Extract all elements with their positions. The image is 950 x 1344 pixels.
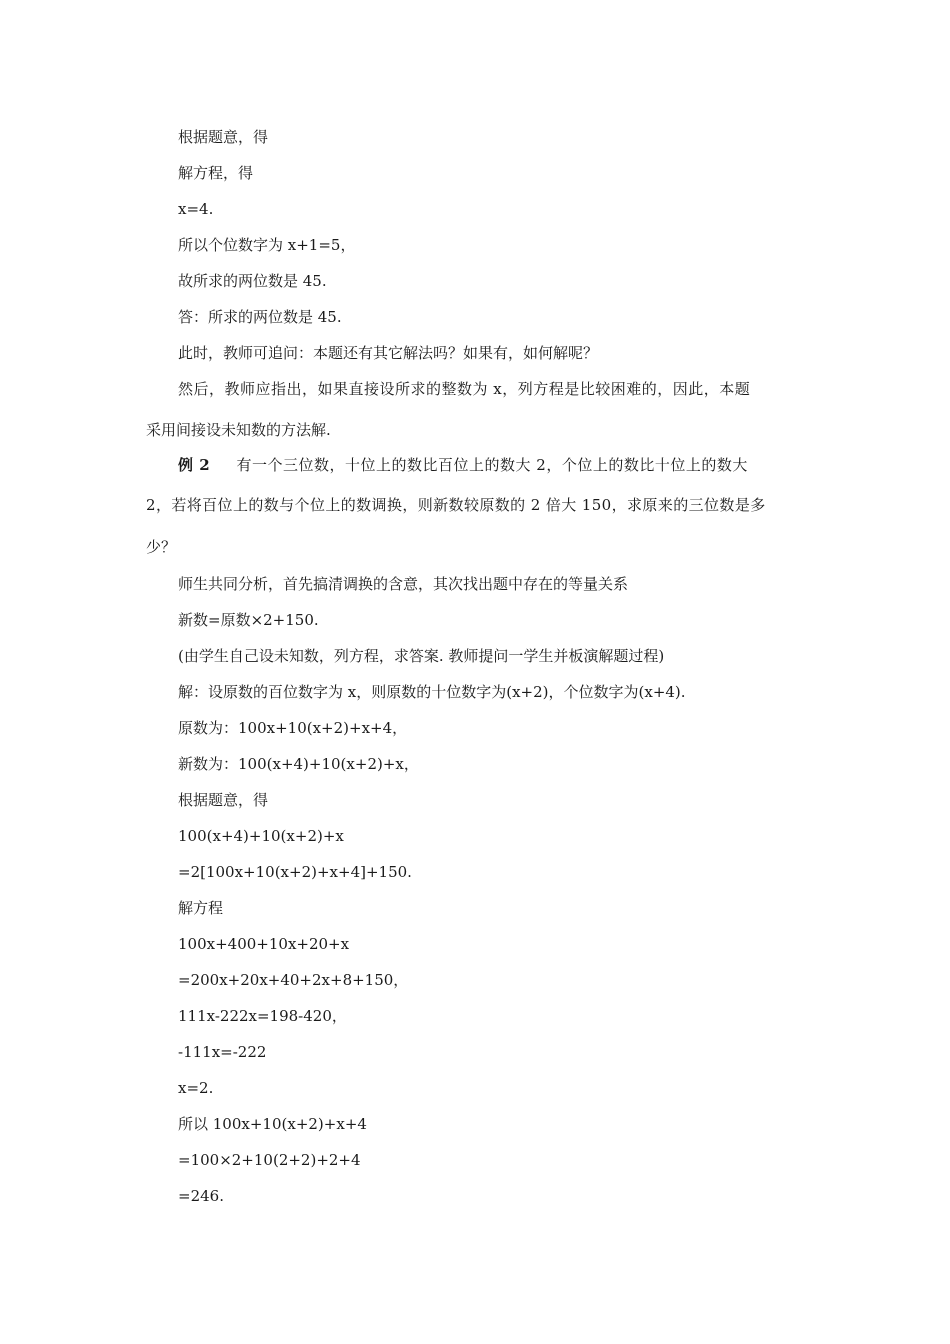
example-2-label: 例 2 (178, 456, 211, 474)
equation-line: =100×2+10(2+2)+2+4 (178, 1151, 361, 1169)
text-line: 采用间接设未知数的方法解. (146, 421, 331, 439)
text-line: 根据题意，得 (178, 128, 269, 146)
text-line: 师生共同分析，首先搞清调换的含意，其次找出题中存在的等量关系 (178, 575, 629, 593)
equation-line: =246. (178, 1187, 224, 1205)
text-line: 少？ (146, 538, 177, 556)
text-line: 答：所求的两位数是 45. (178, 308, 342, 326)
text-line: x=4. (178, 200, 214, 218)
equation-line: 111x-222x=198-420， (178, 1007, 347, 1025)
equation-line: =2[100x+10(x+2)+x+4]+150. (178, 863, 412, 881)
equation-line: x=2. (178, 1079, 214, 1097)
text-line: 解方程 (178, 899, 224, 917)
text-line: 所以个位数字为 x+1=5， (178, 236, 356, 254)
text-line: 此时，教师可追问：本题还有其它解法吗？如果有，如何解呢？ (178, 344, 599, 362)
text-line: 然后，教师应指出，如果直接设所求的整数为 x，列方程是比较困难的，因此，本题 (178, 380, 751, 398)
equation-line: 100(x+4)+10(x+2)+x (178, 827, 344, 845)
text-line: 解方程，得 (178, 164, 254, 182)
text-line: 解：设原数的百位数字为 x，则原数的十位数字为(x+2)，个位数字为(x+4). (178, 683, 686, 701)
text-line: (由学生自己设未知数，列方程，求答案. 教师提问一学生并板演解题过程) (178, 647, 665, 665)
example-2-text: 有一个三位数，十位上的数比百位上的数大 2，个位上的数比十位上的数大 (236, 456, 748, 474)
text-line: 新数为：100(x+4)+10(x+2)+x， (178, 755, 419, 773)
equation-line: =200x+20x+40+2x+8+150， (178, 971, 409, 989)
equation-line: 所以 100x+10(x+2)+x+4 (178, 1115, 367, 1133)
text-line: 新数=原数×2+150. (178, 611, 319, 629)
text-line: 根据题意，得 (178, 791, 269, 809)
text-line: 原数为：100x+10(x+2)+x+4， (178, 719, 408, 737)
text-line: 2，若将百位上的数与个位上的数调换，则新数较原数的 2 倍大 150，求原来的三位数是多 (146, 496, 766, 514)
text-line: 故所求的两位数是 45. (178, 272, 327, 290)
equation-line: -111x=-222 (178, 1043, 267, 1061)
example-2-line (178, 455, 748, 475)
equation-line: 100x+400+10x+20+x (178, 935, 350, 953)
